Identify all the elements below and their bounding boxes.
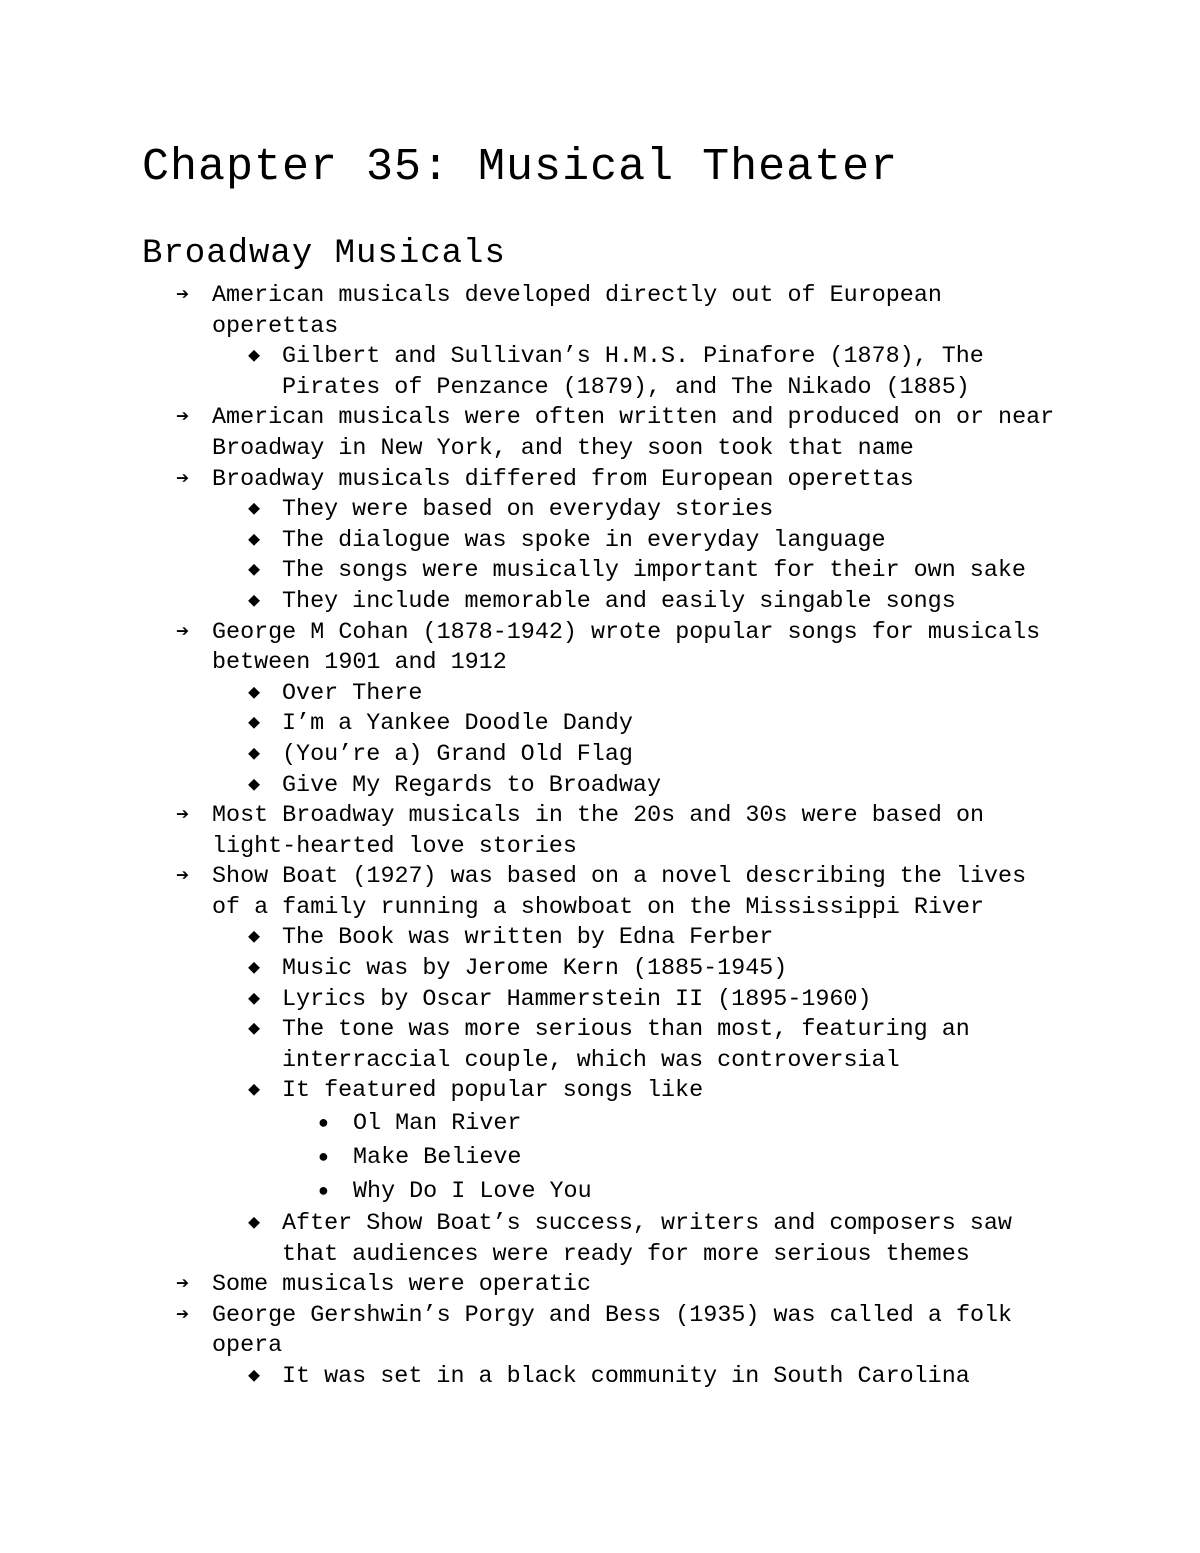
- list-item-text: Lyrics by Oscar Hammerstein II (1895-1960): [282, 986, 872, 1013]
- list-item-text: Ol Man River: [353, 1111, 522, 1138]
- list-item: [0, 1175, 1053, 1209]
- list-item: [0, 985, 1062, 1016]
- list-item-text: Why Do I Love You: [353, 1179, 592, 1206]
- list-item: [0, 740, 1062, 771]
- diamond-bullet-icon: ◆: [248, 712, 261, 736]
- list-item: [0, 1015, 1062, 1076]
- list-item: [0, 1076, 1062, 1107]
- list-item-text: Over There: [282, 680, 423, 707]
- list-item-text: The Book was written by Edna Ferber: [282, 925, 774, 952]
- dot-bullet-icon: ●: [318, 1182, 329, 1203]
- list-item: [0, 771, 1062, 802]
- list-item-text: I’m a Yankee Doodle Dandy: [282, 711, 633, 738]
- list-item: [0, 1107, 1053, 1141]
- diamond-bullet-icon: ◆: [248, 589, 261, 613]
- notes-list: [0, 281, 1200, 1393]
- arrow-bullet-icon: ➔: [176, 803, 190, 829]
- list-item: [0, 1209, 1062, 1270]
- arrow-bullet-icon: ➔: [176, 466, 190, 492]
- list-item-text: Make Believe: [353, 1145, 522, 1172]
- dot-bullet-icon: ●: [318, 1114, 329, 1135]
- list-item: [0, 342, 1062, 403]
- diamond-bullet-icon: ◆: [248, 345, 261, 369]
- diamond-bullet-icon: ◆: [248, 1212, 261, 1236]
- list-item: [0, 403, 1069, 464]
- diamond-bullet-icon: ◆: [248, 498, 261, 522]
- list-item-text: (You’re a) Grand Old Flag: [282, 741, 633, 768]
- diamond-bullet-icon: ◆: [248, 559, 261, 583]
- diamond-bullet-icon: ◆: [248, 987, 261, 1011]
- dot-bullet-icon: ●: [318, 1148, 329, 1169]
- list-item-text: Gilbert and Sullivan’s H.M.S. Pinafore (1878), The Pirates of Penzance (1879), and The Nikado (1885): [282, 344, 998, 401]
- list-item: [0, 679, 1062, 710]
- list-item: [0, 954, 1062, 985]
- list-item: [0, 495, 1062, 526]
- list-item: [0, 1362, 1062, 1393]
- list-item-text: It featured popular songs like: [282, 1078, 704, 1105]
- list-item: [0, 801, 1062, 862]
- list-item-text: They were based on everyday stories: [282, 497, 774, 524]
- arrow-bullet-icon: ➔: [176, 1272, 190, 1298]
- list-item-text: Music was by Jerome Kern (1885-1945): [282, 956, 788, 983]
- diamond-bullet-icon: ◆: [248, 528, 261, 552]
- list-item-text: They include memorable and easily singable songs: [282, 588, 956, 615]
- list-item: [0, 556, 1062, 587]
- list-item-text: Show Boat (1927) was based on a novel describing the lives of a family running a showboat on the Mississippi River: [212, 864, 1041, 921]
- list-item: [0, 1301, 1062, 1362]
- list-item-text: American musicals developed directly out of European operettas: [212, 283, 956, 340]
- diamond-bullet-icon: ◆: [248, 1018, 261, 1042]
- list-item-text: Broadway musicals differed from European operettas: [212, 466, 914, 493]
- list-item-text: Some musicals were operatic: [212, 1272, 591, 1299]
- list-item-text: The tone was more serious than most, featuring an interraccial couple, which was controversial: [282, 1017, 984, 1074]
- arrow-bullet-icon: ➔: [176, 1302, 190, 1328]
- list-item: [0, 1270, 1062, 1301]
- list-item: [0, 923, 1062, 954]
- list-item-text: American musicals were often written and produced on or near Broadway in New York, and they soon took that name: [212, 405, 1069, 462]
- list-item: [0, 281, 1062, 342]
- list-item: [0, 709, 1062, 740]
- list-item: [0, 862, 1062, 923]
- list-item: [0, 465, 1062, 496]
- list-item-text: After Show Boat’s success, writers and composers saw that audiences were ready for more serious themes: [282, 1211, 1026, 1268]
- list-item-text: Give My Regards to Broadway: [282, 772, 661, 799]
- section-heading: Broadway Musicals: [142, 235, 506, 273]
- arrow-bullet-icon: ➔: [176, 619, 190, 645]
- list-item: [0, 1141, 1053, 1175]
- list-item-text: George M Cohan (1878-1942) wrote popular songs for musicals between 1901 and 1912: [212, 619, 1055, 677]
- arrow-bullet-icon: ➔: [176, 405, 190, 431]
- diamond-bullet-icon: ◆: [248, 957, 261, 981]
- list-item: [0, 587, 1062, 618]
- diamond-bullet-icon: ◆: [248, 1365, 261, 1388]
- list-item-text: The songs were musically important for their own sake: [282, 558, 1026, 585]
- arrow-bullet-icon: ➔: [176, 864, 190, 890]
- list-item: [0, 618, 1062, 679]
- diamond-bullet-icon: ◆: [248, 681, 261, 705]
- diamond-bullet-icon: ◆: [248, 926, 261, 950]
- diamond-bullet-icon: ◆: [248, 742, 261, 766]
- list-item: [0, 526, 1062, 557]
- list-item-text: Most Broadway musicals in the 20s and 30s were based on light-hearted love stories: [212, 803, 999, 860]
- list-item-text: It was set in a black community in South Carolina: [282, 1364, 970, 1390]
- diamond-bullet-icon: ◆: [248, 1079, 261, 1103]
- page-title: Chapter 35: Musical Theater: [142, 142, 899, 193]
- diamond-bullet-icon: ◆: [248, 773, 261, 797]
- list-item-text: The dialogue was spoke in everyday language: [282, 527, 886, 554]
- list-item-text: George Gershwin’s Porgy and Bess (1935) was called a folk opera: [212, 1302, 1027, 1360]
- arrow-bullet-icon: ➔: [176, 283, 190, 308]
